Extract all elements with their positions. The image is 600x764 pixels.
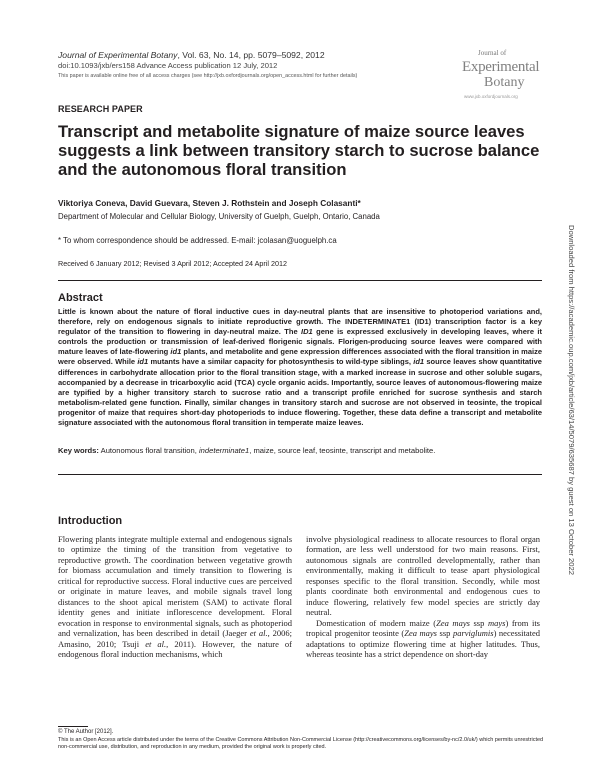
intro-paragraph: Flowering plants integrate multiple external and endogenous signals to optimize the timing of the transition from vegetative to reproductive growth. The coordination between vegetative growth for biomass accumulation and timely transition to flowering is critical for reproductive success. Floral inductive cues are perceived or originate in mature leaves, and mobile signals travel long distances to the shoot apical meristem (SAM) to activate floral identity genes and initiate inflorescence development. Floral evocation in response to environmental signals, such as photoperiod and vernalization, has been described in detail (Jaeger et al., 2006; Amasino, 2010; Tsuji et al., 2011). However, the nature of endogenous floral induction mechanisms, which (58, 534, 293, 659)
logo-botany: Botany (484, 75, 525, 90)
journal-citation (58, 50, 325, 60)
introduction-heading: Introduction (58, 515, 123, 527)
intro-paragraph-continued: involve physiological readiness to allocate resources to floral organ formation, are less well understood for two main reasons. First, autonomous signals are controlled developmentally, rather than environmentally, making it difficult to tease apart physiological responses specific to the floral transition. Secondly, while most plants coordinate both environmental and endogenous cues to induce flowering, relatively few model species are strictly day neutral. (306, 534, 540, 618)
download-note[interactable]: Downloaded from https://academic.oup.com/jxb/article/63/14/5079/635687 by guest on 13 October 2022 (567, 225, 576, 575)
license-text: This is an Open Access article distributed under the terms of the Creative Commons Attribution Non-Commercial License (http://creativecommons.org/licenses/by-nc/2.0/uk/) which permits unrestricted non-commercial use, distribution, and reproduction in any medium, provided the original work is properly cited. (58, 737, 544, 750)
divider-top (58, 280, 542, 281)
abstract-body: Little is known about the nature of floral inductive cues in day-neutral plants that are insensitive to photoperiod variations and, therefore, rely on endogenous signals to initiate reproductive growth. The INDETERMINATE1 (ID1) transcription factor is a key regulator of the transition to flowering in day-neutral maize. The ID1 gene is expressed exclusively in developing leaves, where it controls the production or transmission of leaf-derived florigenic signals. Florigen-producing source leaves were compared with mature leaves of late-flowering id1 plants, and metabolite and gene expression differences associated with the floral transition in maize were observed. While id1 mutants have a similar capacity for photosynthesis to wild-type siblings, id1 source leaves show quantitative differences in carbohydrate allocation prior to the floral transition stage, with a marked increase in sucrose and other soluble sugars, accompanied by a decrease in tricarboxylic acid (TCA) cycle organic acids. Importantly, source leaves of autonomous-flowering maize are typified by a higher transitory starch to sucrose ratio and a transcript profile enriched for sucrose synthesis and starch metabolism-related gene function. Finally, similar changes in transitory starch and sucrose are not observed in teosinte, the tropical progenitor of maize that requires short-day photoperiods to induce flowering. Together, these data define a transcript and metabolite signature associated with the autonomous floral transition in temperate maize leaves. (58, 307, 542, 428)
journal-logo (462, 45, 542, 105)
intro-paragraph-domestication: Domestication of modern maize (Zea mays ssp mays) from its tropical progenitor teosinte (Zea mays ssp parviglumis) necessitated adaptations to optimize flowering time at higher latitudes. Thus, whereas teosinte has a strict dependence on short-day (306, 617, 540, 659)
open-access-notice: This paper is available online free of all access charges (see http://jxb.oxfordjournals.org/open_access.html for further details) (58, 73, 358, 79)
abstract-heading: Abstract (58, 292, 103, 304)
keywords: Key words: Autonomous floral transition, indeterminate1, maize, source leaf, teosinte, transcript and metabolite. (58, 446, 436, 455)
affiliation: Department of Molecular and Cellular Biology, University of Guelph, Guelph, Ontario, Canada (58, 212, 380, 221)
footer-rule (58, 726, 88, 727)
logo-url: www.jxb.oxfordjournals.org (464, 94, 518, 99)
received-dates: Received 6 January 2012; Revised 3 April 2012; Accepted 24 April 2012 (58, 259, 287, 268)
article-type: RESEARCH PAPER (58, 104, 143, 114)
logo-experimental: Experimental (462, 59, 540, 75)
divider-bottom (58, 474, 542, 475)
journal-name: Journal of Experimental Botany (58, 50, 178, 60)
doi-line[interactable]: doi:10.1093/jxb/ers158 Advance Access publication 12 July, 2012 (58, 61, 278, 70)
journal-volume: , Vol. 63, No. 14, pp. 5079–5092, 2012 (177, 50, 325, 60)
download-watermark (566, 225, 578, 575)
logo-journal-of: Journal of (478, 49, 507, 57)
article-title: Transcript and metabolite signature of maize source leaves suggests a link between transitory starch to sucrose balance and the autonomous floral transition (58, 122, 540, 179)
correspondence: * To whom correspondence should be addressed. E-mail: jcolasan@uoguelph.ca (58, 236, 337, 245)
intro-column-left (58, 534, 292, 659)
copyright: © The Author [2012]. (58, 729, 114, 735)
author-list: Viktoriya Coneva, David Guevara, Steven J. Rothstein and Joseph Colasanti* (58, 198, 361, 208)
intro-column-right (306, 534, 540, 659)
keywords-label: Key words: (58, 446, 99, 455)
